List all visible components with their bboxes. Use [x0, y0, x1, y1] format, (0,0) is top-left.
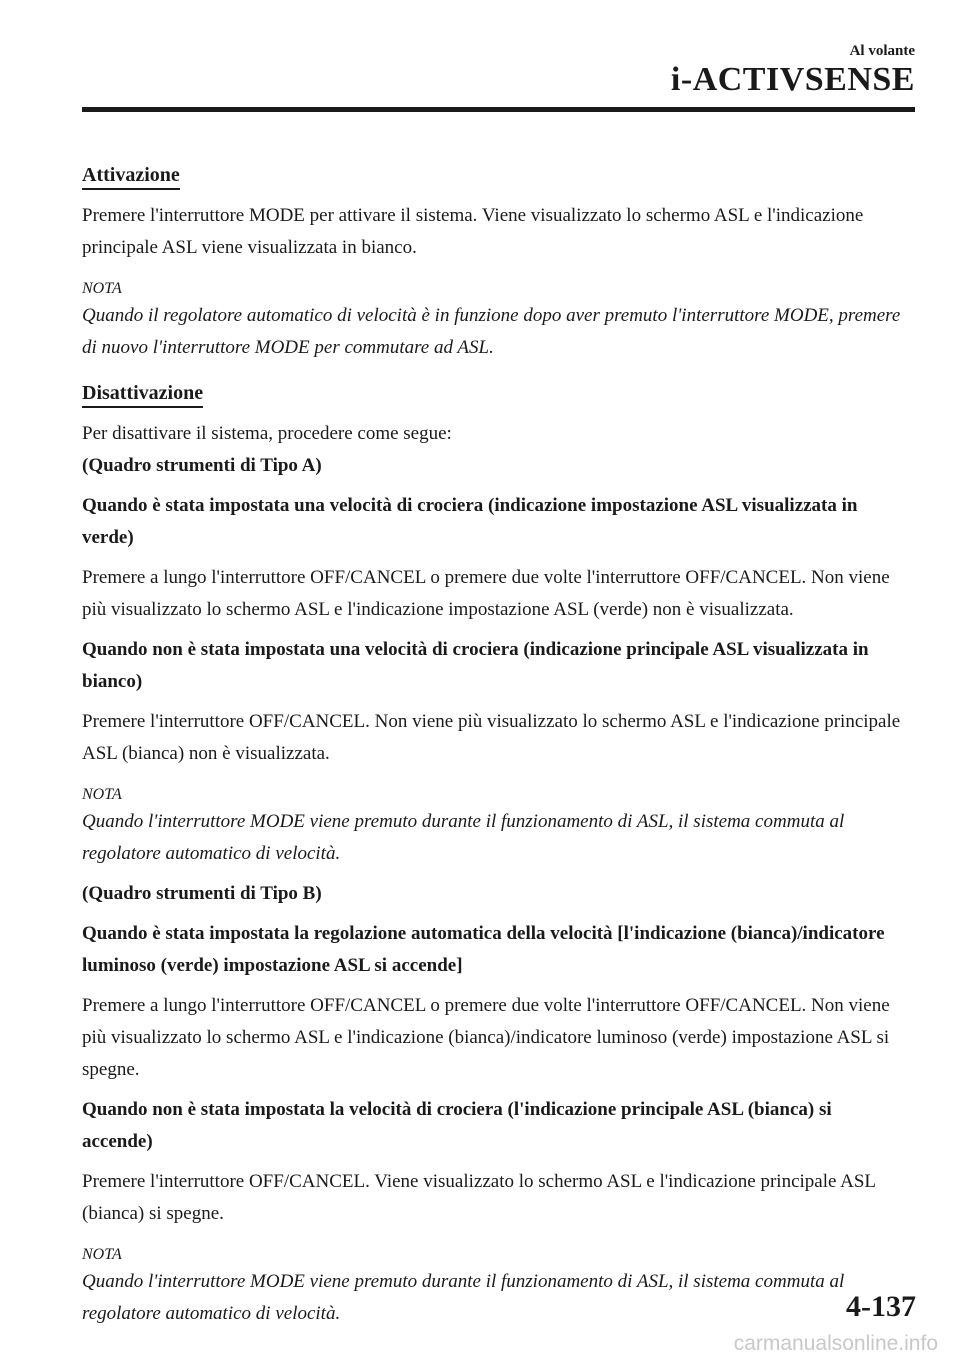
chapter-label: Al volante: [849, 43, 915, 59]
case-a1-title: Quando è stata impostata una velocità di crociera (indicazione impostazione ASL visualizzata in verde): [82, 495, 858, 548]
disattivazione-intro: Per disattivare il sistema, procedere come segue:: [82, 423, 452, 444]
case-b2-body: Premere l'interruttore OFF/CANCEL. Viene visualizzato lo schermo ASL e l'indicazione principale ASL (bianca) si spegne.: [82, 1171, 876, 1224]
case-b1-body: Premere a lungo l'interruttore OFF/CANCEL o premere due volte l'interruttore OFF/CANCEL. Non viene più visualizzato lo schermo ASL e l'indicazione (bianca)/indicatore luminoso (verde) impostazione ASL si spegne.: [82, 995, 890, 1080]
watermark-text: carmanualsonline.info: [733, 1332, 938, 1355]
header-rule: [82, 107, 915, 112]
page-number: 4-137: [846, 1290, 916, 1323]
nota-label: NOTA: [82, 280, 122, 297]
case-b1-title: Quando è stata impostata la regolazione automatica della velocità [l'indicazione (bianca)/indicatore luminoso (verde) impostazione ASL si accende]: [82, 923, 885, 976]
case-a2-title: Quando non è stata impostata una velocità di crociera (indicazione principale ASL visualizzata in bianco): [82, 639, 869, 692]
case-b2-title: Quando non è stata impostata la velocità di crociera (l'indicazione principale ASL (bianca) si accende): [82, 1099, 832, 1152]
heading-disattivazione: Disattivazione: [82, 380, 203, 408]
case-a2-body: Premere l'interruttore OFF/CANCEL. Non viene più visualizzato lo schermo ASL e l'indicazione principale ASL (bianca) non è visualizzata.: [82, 711, 901, 764]
nota-label: NOTA: [82, 786, 122, 803]
nota-label: NOTA: [82, 1246, 122, 1263]
heading-attivazione: Attivazione: [82, 162, 180, 190]
attivazione-body: Premere l'interruttore MODE per attivare il sistema. Viene visualizzato lo schermo ASL e l'indicazione principale ASL viene visualizzata in bianco.: [82, 205, 864, 258]
subheading-tipo-b: (Quadro strumenti di Tipo B): [82, 883, 322, 904]
nota-text: Quando il regolatore automatico di velocità è in funzione dopo aver premuto l'interruttore MODE, premere di nuovo l'interruttore MODE per commutare ad ASL.: [82, 305, 901, 358]
section-title: i-ACTIVSENSE: [670, 61, 915, 98]
nota-text: Quando l'interruttore MODE viene premuto durante il funzionamento di ASL, il sistema commuta al regolatore automatico di velocità.: [82, 811, 845, 864]
page-content: [82, 160, 902, 1330]
page-header: [82, 42, 915, 98]
nota-text: Quando l'interruttore MODE viene premuto durante il funzionamento di ASL, il sistema commuta al regolatore automatico di velocità.: [82, 1271, 845, 1324]
case-a1-body: Premere a lungo l'interruttore OFF/CANCEL o premere due volte l'interruttore OFF/CANCEL. Non viene più visualizzato lo schermo ASL e l'indicazione impostazione ASL (verde) non è visualizzata.: [82, 567, 890, 620]
subheading-tipo-a: (Quadro strumenti di Tipo A): [82, 455, 322, 476]
